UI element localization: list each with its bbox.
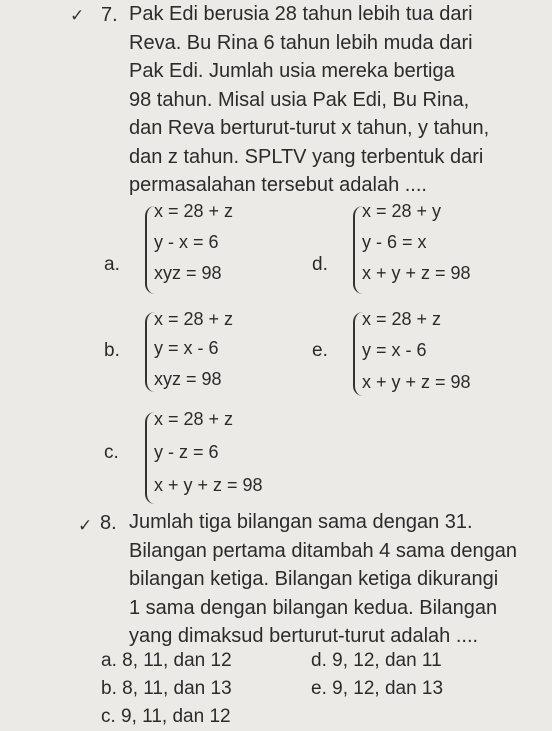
question-7-number: 7. — [101, 4, 118, 26]
option-e-answer: e. 9, 12, dan 13 — [311, 678, 444, 699]
question-7-line: 98 tahun. Misal usia Pak Edi, Bu Rina, — [129, 88, 470, 111]
question-7-line: dan Reva berturut-turut x tahun, y tahun, — [129, 117, 490, 139]
option-a-label: a. — [104, 254, 120, 275]
option-d-label: d. — [312, 254, 328, 275]
option-d-answer: d. 9, 12, dan 11 — [311, 650, 442, 671]
question-8-text — [129, 508, 517, 651]
option-a-eq-3: xyz = 98 — [154, 263, 222, 283]
option-b-label: b. — [104, 340, 120, 361]
question-7-text — [129, 0, 489, 200]
question-7-line: Pak Edi. Jumlah usia mereka bertiga — [129, 60, 455, 82]
option-d-eq-3: x + y + z = 98 — [362, 263, 471, 283]
check-mark-icon: ✓ — [70, 6, 85, 25]
option-c-answer: c. 9, 11, dan 12 — [101, 706, 231, 727]
option-c-eq-1: x = 28 + z — [154, 409, 234, 429]
option-b-eq-2: y = x - 6 — [154, 338, 219, 358]
question-7-line: Pak Edi berusia 28 tahun lebih tua dari — [129, 3, 473, 25]
question-8-number: 8. — [100, 512, 117, 534]
question-8-line: 1 sama dengan bilangan kedua. Bilangan — [129, 596, 498, 619]
question-8-line: bilangan ketiga. Bilangan ketiga dikurangi — [129, 568, 499, 590]
option-e-eq-3: x + y + z = 98 — [362, 372, 471, 392]
option-e-label: e. — [312, 340, 328, 361]
option-d-eq-1: x = 28 + y — [362, 201, 442, 221]
option-e-eq-1: x = 28 + z — [362, 309, 442, 329]
question-7-line: dan z tahun. SPLTV yang terbentuk dari — [129, 145, 484, 168]
check-mark-icon: ✓ — [78, 516, 93, 535]
question-8-line: Jumlah tiga bilangan sama dengan 31. — [129, 511, 473, 533]
question-8-line: yang dimaksud berturut-turut adalah .... — [129, 625, 479, 647]
option-c-eq-2: y - z = 6 — [154, 442, 219, 462]
option-e-eq-2: y = x - 6 — [362, 340, 427, 360]
option-c-label: c. — [104, 442, 119, 463]
option-b-answer: b. 8, 11, dan 13 — [101, 678, 232, 699]
option-a-eq-1: x = 28 + z — [154, 201, 234, 221]
option-a-eq-2: y - x = 6 — [154, 232, 219, 252]
option-a-answer: a. 8, 11, dan 12 — [101, 650, 232, 671]
option-c-eq-3: x + y + z = 98 — [154, 475, 263, 495]
question-8-line: Bilangan pertama ditambah 4 sama dengan — [129, 539, 518, 562]
option-d-eq-2: y - 6 = x — [362, 232, 427, 252]
option-b-eq-1: x = 28 + z — [154, 309, 234, 329]
question-7-line: permasalahan tersebut adalah .... — [129, 174, 427, 196]
option-b-eq-3: xyz = 98 — [154, 369, 222, 389]
question-7-line: Reva. Bu Rina 6 tahun lebih muda dari — [129, 31, 473, 54]
